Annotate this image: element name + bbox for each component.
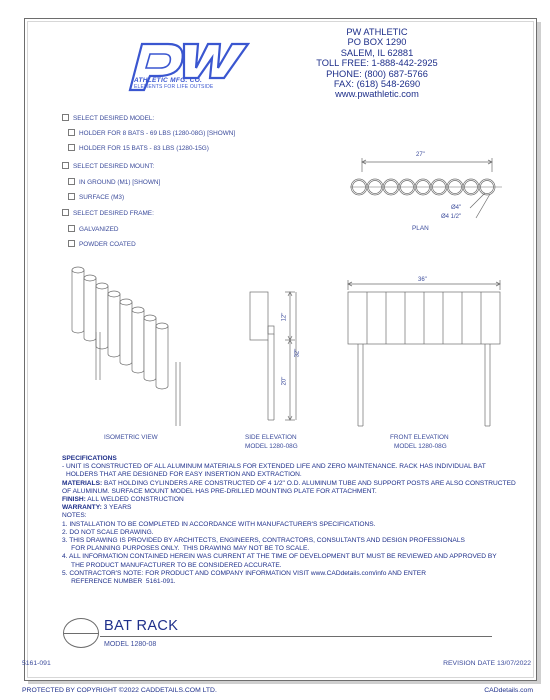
model-heading-checkbox[interactable] (62, 114, 69, 121)
frame-heading: SELECT DESIRED FRAME: (62, 209, 154, 217)
side-dim-top: 12" (281, 312, 288, 322)
option-model-15-bats[interactable]: HOLDER FOR 15 BATS - 83 LBS (1280-15G) (68, 144, 209, 152)
spec-warranty: WARRANTY: 3 YEARS (62, 504, 132, 512)
company-phone: PHONE: (800) 687-5766 (326, 68, 428, 79)
company-toll-free: TOLL FREE: 1-888-442-2925 (316, 58, 438, 69)
spec-materials: MATERIALS: BAT HOLDING CYLINDERS ARE CONSTRUCTED OF 4 1/2" O.D. ALUMINUM TUBE AND SUPPORT POSTS ARE ALSO CONSTRUCTED (62, 479, 516, 487)
spec-materials-2: OF ALUMINUM. SURFACE MOUNT MODEL HAS PRE-DRILLED MOUNTING PLATE FOR ATTACHMENT. (62, 487, 377, 495)
front-elevation-label: FRONT ELEVATION (390, 434, 449, 441)
title-block-symbol-icon (63, 618, 99, 648)
company-name: PW ATHLETIC (346, 27, 408, 37)
option-mount-surface[interactable]: SURFACE (M3) (68, 193, 124, 201)
drawing-model: MODEL 1280-08 (104, 641, 157, 648)
isometric-view-drawing (66, 262, 196, 430)
side-holder-body (250, 292, 268, 340)
spec-line-1: - UNIT IS CONSTRUCTED OF ALL ALUMINUM MATERIALS FOR EXTENDED LIFE AND ZERO MAINTENANCE. RACK HAS INDIVIDUAL BAT (62, 463, 486, 471)
reference-number: 5161-091 (22, 660, 51, 667)
logo-tagline: ATHLETIC MFG. CO. (134, 77, 203, 84)
side-bracket (268, 326, 274, 334)
logo-subtagline: ELEMENTS FOR LIFE OUTSIDE (134, 84, 214, 90)
plan-dim-b: Ø4 1/2" (441, 214, 462, 220)
checkbox-icon[interactable] (68, 193, 75, 200)
plan-label: PLAN (412, 225, 429, 232)
company-po-box: PO BOX 1290 (347, 37, 407, 48)
option-mount-in-ground[interactable]: IN GROUND (M1) [SHOWN] (68, 178, 160, 186)
drawing-title: BAT RACK (104, 618, 179, 634)
copyright-notice: PROTECTED BY COPYRIGHT ©2022 CADDETAILS.COM LTD. (22, 687, 217, 694)
plan-leader-b (476, 194, 490, 218)
checkbox-icon[interactable] (68, 144, 75, 151)
mount-heading-checkbox[interactable] (62, 162, 69, 169)
option-model-8-bats[interactable]: HOLDER FOR 8 BATS - 69 LBS (1280-08G) [SHOWN] (68, 129, 235, 137)
option-frame-galvanized[interactable]: GALVANIZED (68, 225, 119, 233)
checkbox-icon[interactable] (68, 225, 75, 232)
side-dim-total: 32" (294, 348, 301, 358)
side-elevation-model: MODEL 1280-08G (245, 443, 298, 450)
checkbox-icon[interactable] (68, 178, 75, 185)
note-item: 1. INSTALLATION TO BE COMPLETED IN ACCORDANCE WITH MANUFACTURER'S SPECIFICATIONS. (62, 520, 376, 528)
sheet-shadow-right (537, 22, 541, 683)
plan-dim-a: Ø4" (451, 205, 462, 211)
option-frame-powder-coated[interactable]: POWDER COATED (68, 240, 136, 248)
company-city: SALEM, IL 62881 (340, 47, 414, 58)
side-elevation-label: SIDE ELEVATION (245, 434, 297, 441)
model-heading: SELECT DESIRED MODEL: (62, 114, 154, 122)
isometric-label: ISOMETRIC VIEW (104, 434, 158, 441)
plan-width-dim: 27" (416, 152, 425, 158)
side-dim-bottom: 20" (281, 376, 288, 386)
specifications-block (62, 455, 516, 586)
front-elevation-model: MODEL 1280-08G (394, 443, 447, 450)
company-fax: FAX: (618) 548-2690 (333, 79, 421, 90)
note-item: 4. ALL INFORMATION CONTAINED HEREIN WAS CURRENT AT THE TIME OF DEVELOPMENT BUT MUST BE REVIEWED AND APPROVED BY (62, 553, 497, 561)
sheet-shadow-bottom (28, 681, 541, 684)
spec-finish: FINISH: ALL WELDED CONSTRUCTION (62, 496, 184, 504)
revision-date: REVISION DATE 13/07/2022 (443, 660, 531, 667)
front-width-dim: 36" (418, 277, 427, 283)
checkbox-icon[interactable] (68, 240, 75, 247)
company-address (292, 27, 462, 100)
isometric-tubes (72, 267, 168, 389)
note-item: 3. THIS DRAWING IS PROVIDED BY ARCHITECTS, ENGINEERS, CONTRACTORS, CONSULTANTS AND DESIGN PROFESSIONALS (62, 537, 465, 545)
checkbox-icon[interactable] (68, 129, 75, 136)
note-item: FOR PLANNING PURPOSES ONLY. THIS DRAWING MAY NOT BE TO SCALE. (62, 545, 310, 553)
title-divider (100, 636, 492, 637)
spec-heading: SPECIFICATIONS (62, 455, 117, 462)
note-item: REFERENCE NUMBER 5161-091. (62, 578, 176, 586)
note-item: THE PRODUCT MANUFACTURER TO BE CONSIDERED ACCURATE. (62, 561, 282, 569)
frame-heading-checkbox[interactable] (62, 209, 69, 216)
front-elevation-drawing (340, 276, 510, 432)
mount-heading: SELECT DESIRED MOUNT: (62, 162, 154, 170)
note-item: 2. DO NOT SCALE DRAWING. (62, 528, 154, 536)
spec-line-2: HOLDERS THAT ARE DESIGNED FOR EASY INSERTION AND EXTRACTION. (66, 471, 302, 479)
note-item: 5. CONTRACTOR'S NOTE: FOR PRODUCT AND COMPANY INFORMATION VISIT www.CADdetails.com/info AND ENTER (62, 569, 426, 577)
notes-heading: NOTES: (62, 512, 87, 520)
company-website-link[interactable]: www.pwathletic.com (335, 89, 419, 100)
plan-view-drawing (330, 150, 510, 235)
caddetails-link[interactable]: CADdetails.com (484, 687, 533, 694)
